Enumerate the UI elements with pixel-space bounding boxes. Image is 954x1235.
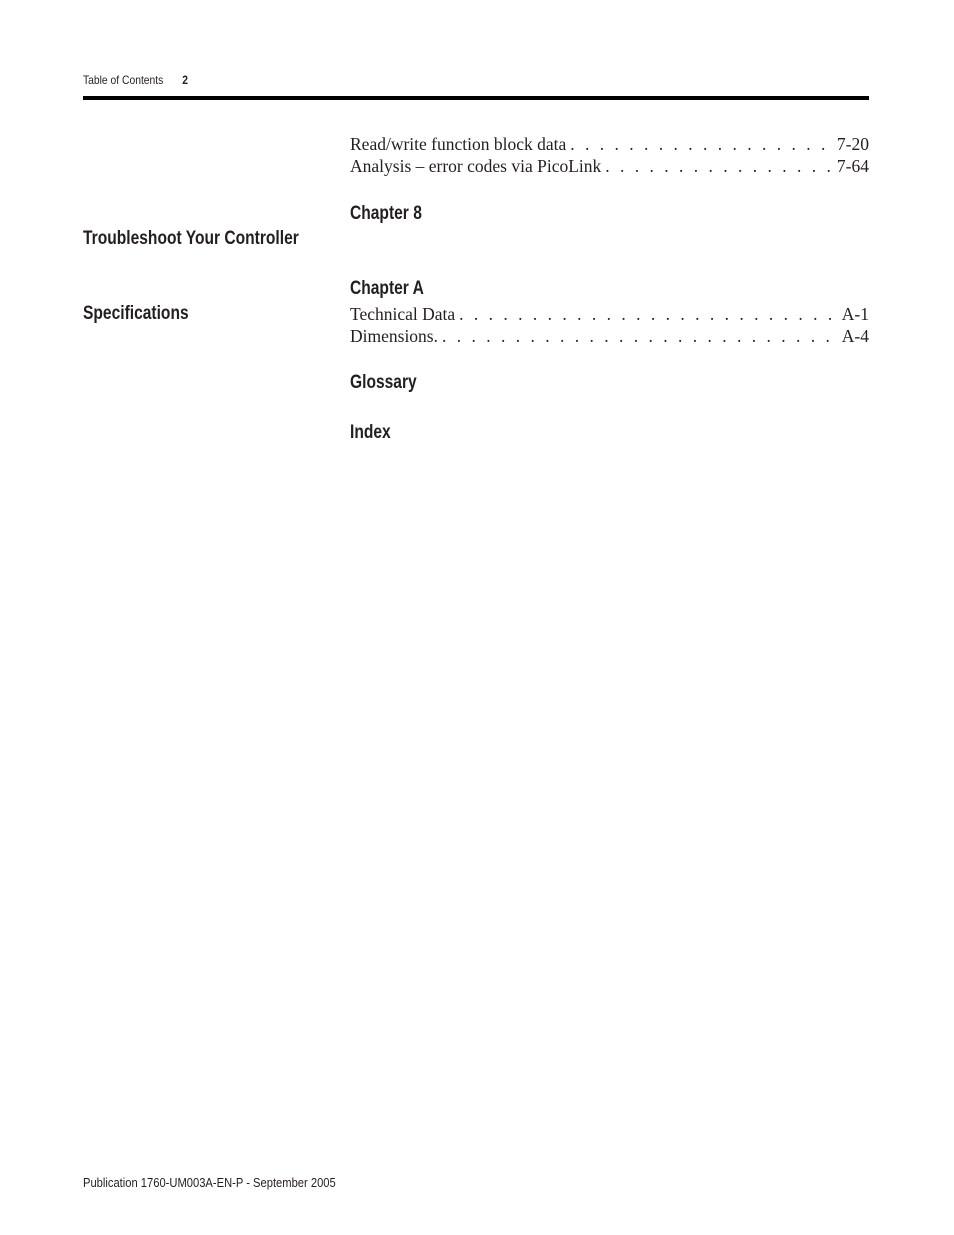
chapter-8-label: Chapter 8 [350,203,422,224]
chapter-a-label: Chapter A [350,278,424,299]
dot-leader [605,156,833,177]
header-section-title: Table of Contents [83,73,164,87]
header-page-number: 2 [182,73,189,87]
toc-entry-technical-data[interactable] [350,304,869,325]
toc-entry-page: A-1 [841,304,869,324]
dot-leader [459,304,838,325]
toc-entry-dimensions[interactable] [350,326,869,347]
toc-entry-page: 7-64 [836,156,869,176]
publication-footer: Publication 1760-UM003A-EN-P - September 2005 [83,1175,336,1190]
index-heading[interactable]: Index [350,422,391,443]
toc-entry-read-write-function-block-data[interactable] [350,134,869,155]
dot-leader [570,134,833,155]
toc-entry-label: Analysis – error codes via PicoLink [350,156,602,176]
chapter-8-title[interactable]: Troubleshoot Your Controller [83,228,299,249]
toc-entry-analysis-error-codes[interactable] [350,156,869,177]
dot-leader [442,326,838,347]
chapter-a-title[interactable]: Specifications [83,303,189,324]
header-rule [83,96,869,100]
toc-entry-label: Read/write function block data [350,134,567,154]
glossary-heading[interactable]: Glossary [350,372,417,393]
toc-entry-label: Technical Data [350,304,456,324]
toc-entry-label: Dimensions. [350,326,438,346]
toc-entry-page: A-4 [841,326,869,346]
toc-entry-page: 7-20 [836,134,869,154]
running-header [83,73,188,87]
